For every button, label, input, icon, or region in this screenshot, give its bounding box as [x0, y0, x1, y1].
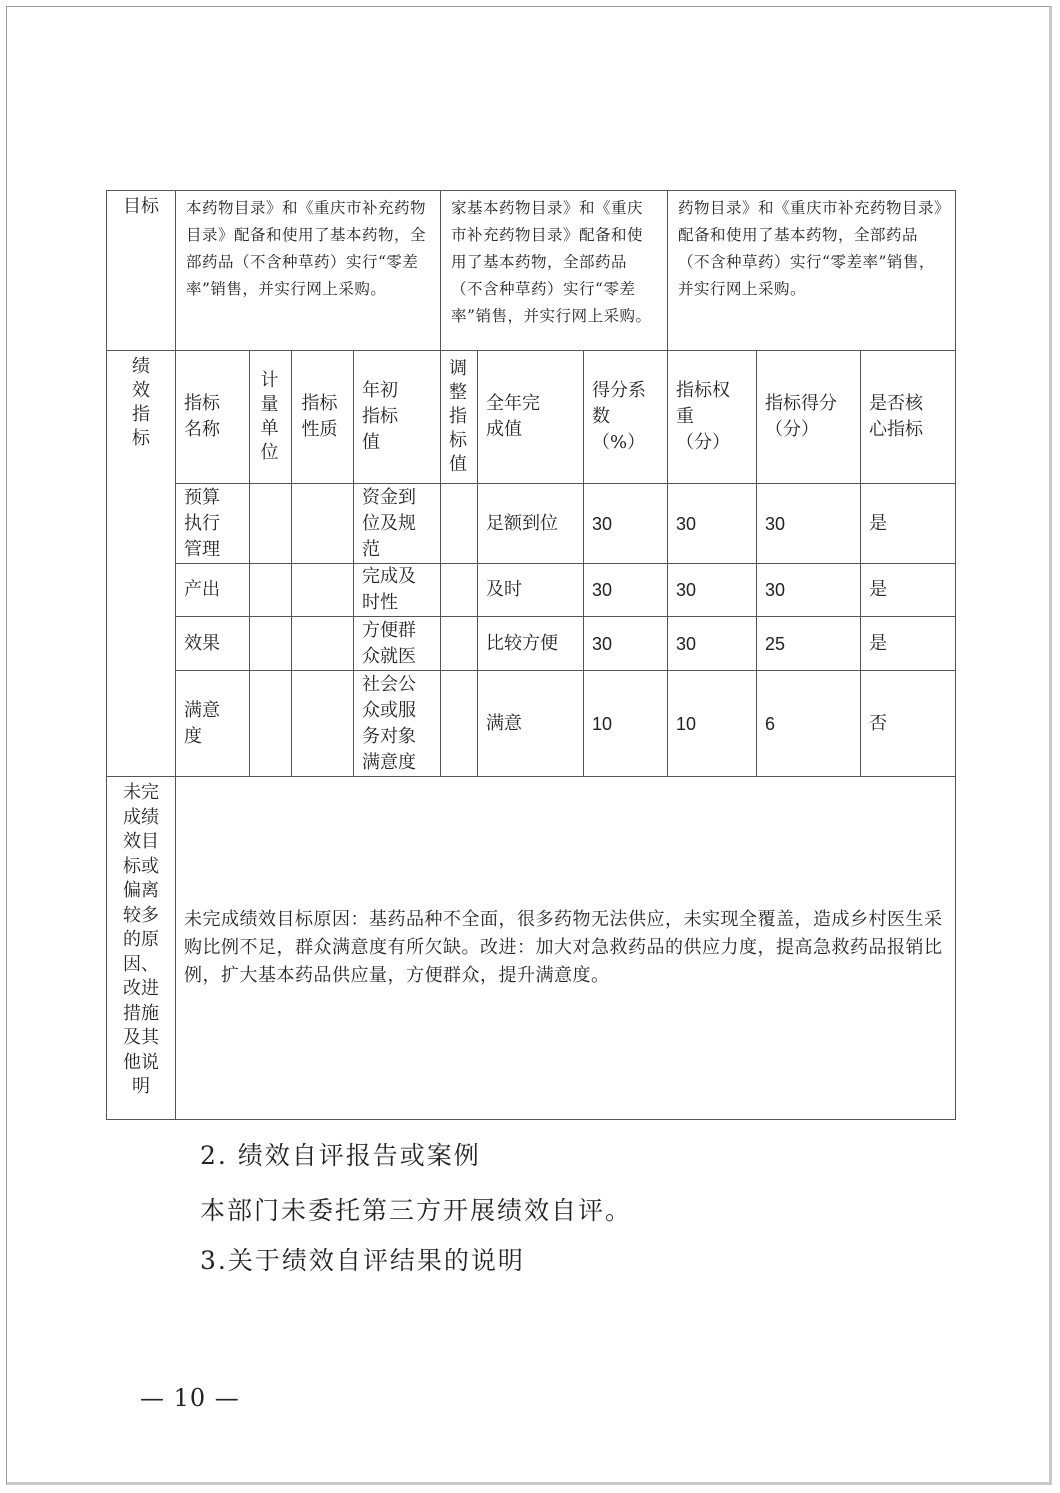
row-weight: 10	[668, 671, 757, 777]
row-score: 30	[757, 484, 861, 564]
row-nature	[292, 484, 354, 564]
row-completed: 足额到位	[478, 484, 584, 564]
row-core: 是	[861, 484, 956, 564]
header-initial: 年初指标值	[354, 351, 441, 484]
row-name: 产出	[176, 564, 250, 617]
header-core: 是否核心指标	[861, 351, 956, 484]
header-nature: 指标性质	[292, 351, 354, 484]
indicator-row	[107, 671, 956, 777]
header-unit: 计量单位	[250, 351, 292, 484]
header-adjusted: 调整指标值	[441, 351, 478, 484]
goal-col2: 家基本药物目录》和《重庆市补充药物目录》配备和使用了基本药物，全部药品（不含种草药）实行“零差率”销售，并实行网上采购。	[441, 191, 668, 351]
indicators-section-label: 绩效指标	[107, 351, 176, 777]
row-unit	[250, 671, 292, 777]
row-adjusted	[441, 671, 478, 777]
row-completed: 及时	[478, 564, 584, 617]
indicator-row	[107, 484, 956, 564]
indicator-row	[107, 617, 956, 671]
row-name: 效果	[176, 617, 250, 671]
indicator-header-row	[107, 351, 956, 484]
row-coef: 10	[584, 671, 668, 777]
section3-title: 3.关于绩效自评结果的说明	[200, 1246, 525, 1275]
row-unit	[250, 484, 292, 564]
page-number: — 10 —	[140, 1384, 240, 1412]
row-completed: 比较方便	[478, 617, 584, 671]
goal-col1: 本药物目录》和《重庆市补充药物目录》配备和使用了基本药物，全部药品（不含种草药）实行“零差率”销售，并实行网上采购。	[176, 191, 441, 351]
row-nature	[292, 564, 354, 617]
row-nature	[292, 617, 354, 671]
header-coef: 得分系数（%）	[584, 351, 668, 484]
row-core: 是	[861, 564, 956, 617]
row-coef: 30	[584, 484, 668, 564]
goal-col3: 药物目录》和《重庆市补充药物目录》配备和使用了基本药物，全部药品（不含种草药）实行“零差率”销售，并实行网上采购。	[668, 191, 956, 351]
row-initial: 完成及时性	[354, 564, 441, 617]
goal-row	[107, 191, 956, 351]
row-core: 否	[861, 671, 956, 777]
row-score: 6	[757, 671, 861, 777]
header-score: 指标得分（分）	[757, 351, 861, 484]
row-adjusted	[441, 617, 478, 671]
explanation-row	[107, 777, 956, 1120]
goal-label: 目标	[107, 191, 176, 351]
row-initial: 社会公众或服务对象满意度	[354, 671, 441, 777]
row-unit	[250, 617, 292, 671]
row-completed: 满意	[478, 671, 584, 777]
row-initial: 方便群众就医	[354, 617, 441, 671]
row-nature	[292, 671, 354, 777]
row-score: 25	[757, 617, 861, 671]
row-adjusted	[441, 564, 478, 617]
explanation-label: 未完成绩效目标或偏离较多的原因、改进措施及其他说明	[107, 777, 176, 1120]
row-unit	[250, 564, 292, 617]
row-name: 预算执行管理	[176, 484, 250, 564]
indicator-row	[107, 564, 956, 617]
row-weight: 30	[668, 617, 757, 671]
row-coef: 30	[584, 617, 668, 671]
header-name: 指标名称	[176, 351, 250, 484]
row-weight: 30	[668, 484, 757, 564]
row-initial: 资金到位及规范	[354, 484, 441, 564]
row-name: 满意度	[176, 671, 250, 777]
section2-title: 2. 绩效自评报告或案例	[200, 1141, 481, 1170]
row-score: 30	[757, 564, 861, 617]
row-weight: 30	[668, 564, 757, 617]
row-adjusted	[441, 484, 478, 564]
performance-table	[106, 190, 956, 1120]
header-completed: 全年完成值	[478, 351, 584, 484]
explanation-text: 未完成绩效目标原因：基药品种不全面，很多药物无法供应，未实现全覆盖，造成乡村医生采购比例不足，群众满意度有所欠缺。改进：加大对急救药品的供应力度，提高急救药品报销比例，扩大基本药品供应量，方便群众，提升满意度。	[176, 777, 956, 1120]
section2-text: 本部门未委托第三方开展绩效自评。	[200, 1196, 633, 1225]
row-core: 是	[861, 617, 956, 671]
header-weight: 指标权重（分）	[668, 351, 757, 484]
row-coef: 30	[584, 564, 668, 617]
